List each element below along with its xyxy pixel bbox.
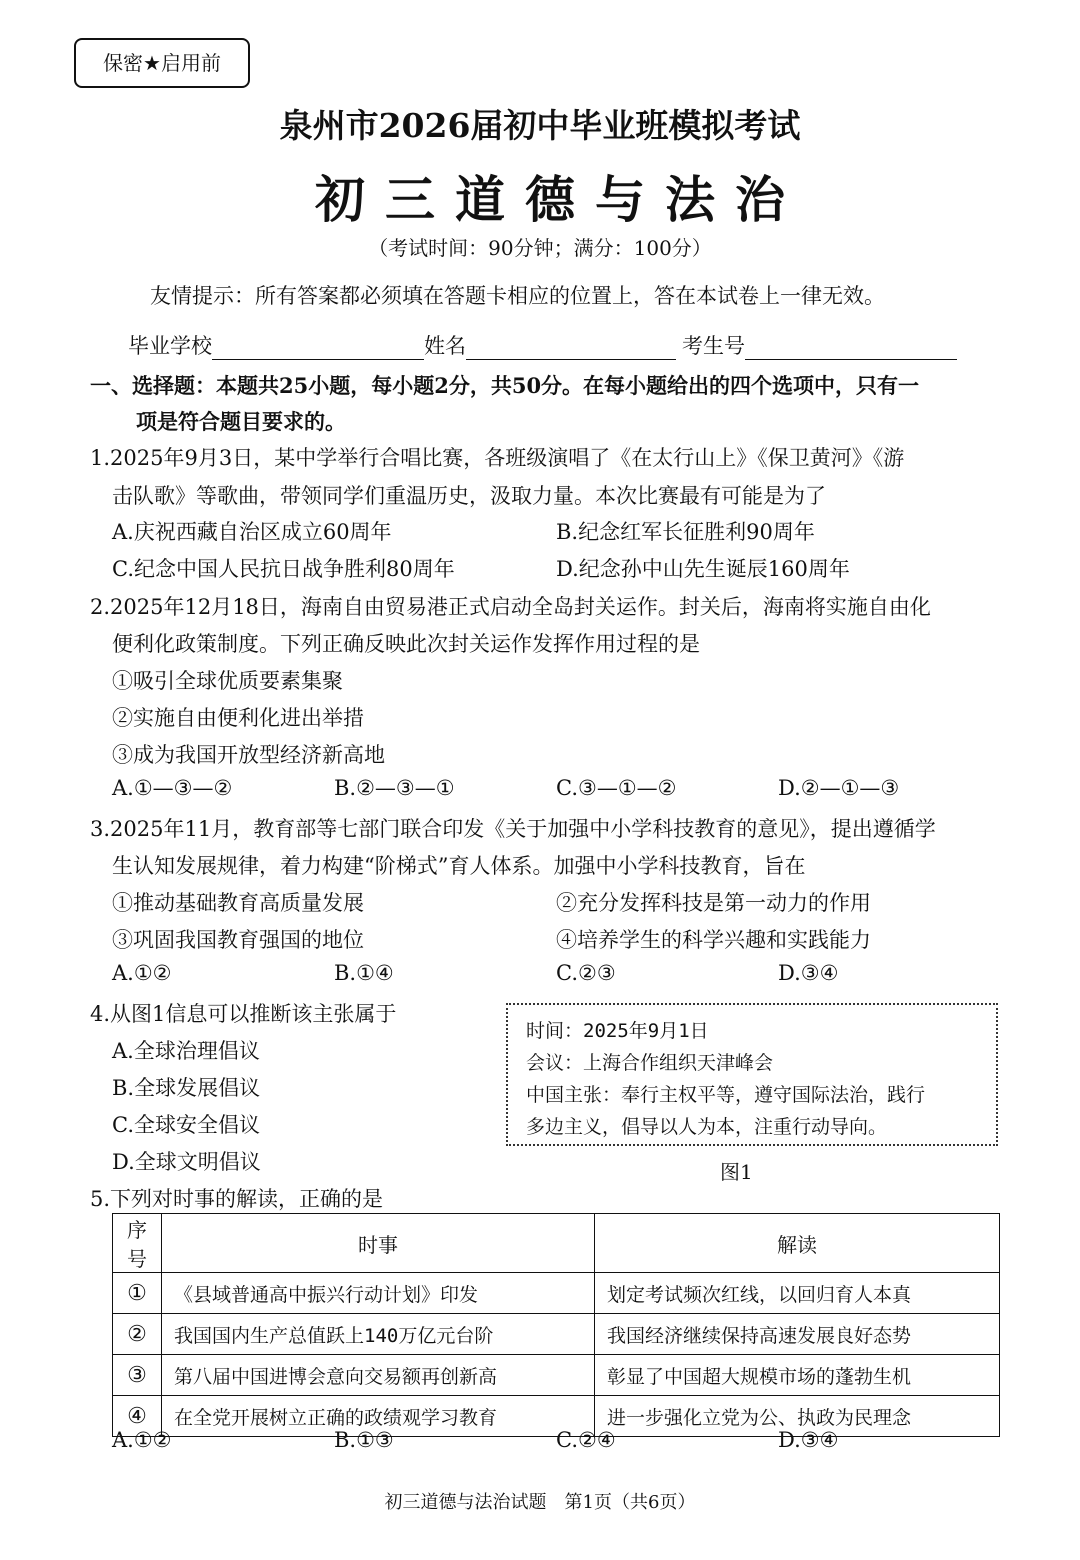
row-index: ②	[113, 1314, 162, 1355]
row-interpretation: 彰显了中国超大规模市场的蓬勃生机	[595, 1355, 1000, 1396]
q1-option-d[interactable]: D.纪念孙中山先生诞辰160周年	[556, 557, 850, 581]
q3-option-a[interactable]: A.①②	[112, 961, 172, 985]
table-row	[113, 1273, 1000, 1314]
confidential-stamp: 保密★启用前	[74, 38, 250, 88]
q4-stem: 4.从图1信息可以推断该主张属于	[90, 1002, 397, 1026]
q3-option-d[interactable]: D.③④	[778, 961, 839, 985]
q3-option-c[interactable]: C.②③	[556, 961, 616, 985]
q1-option-a[interactable]: A.庆祝西藏自治区成立60周年	[112, 520, 392, 544]
q3-item-4: ④培养学生的科学兴趣和实践能力	[556, 928, 871, 952]
q2-option-c[interactable]: C.③—①—②	[556, 776, 677, 800]
row-event: 我国国内生产总值跃上140万亿元台阶	[162, 1314, 595, 1355]
figure-1-caption: 图1	[720, 1160, 753, 1184]
section-heading-line1: 一、选择题：本题共25小题，每小题2分，共50分。在每小题给出的四个选项中，只有一	[90, 373, 920, 398]
name-label: 姓名	[424, 334, 466, 358]
exam-no-field[interactable]	[745, 335, 957, 360]
row-event: 在全党开展树立正确的政绩观学习教育	[162, 1396, 595, 1437]
figure-1-line-3: 中国主张：奉行主权平等，遵守国际法治，践行	[526, 1084, 926, 1106]
header-event: 时事	[162, 1214, 595, 1273]
q3-item-2: ②充分发挥科技是第一动力的作用	[556, 891, 871, 915]
q4-option-a[interactable]: A.全球治理倡议	[112, 1039, 260, 1063]
exam-info: （考试时间：90分钟；满分：100分）	[368, 236, 712, 260]
name-field[interactable]	[466, 335, 676, 360]
school-field[interactable]	[212, 335, 424, 360]
q5-option-c[interactable]: C.②④	[556, 1428, 616, 1452]
row-interpretation: 划定考试频次红线，以回归育人本真	[595, 1273, 1000, 1314]
q2-option-a[interactable]: A.①—③—②	[112, 776, 233, 800]
student-fields	[128, 330, 957, 360]
q5-option-a[interactable]: A.①②	[112, 1428, 172, 1452]
row-index: ③	[113, 1355, 162, 1396]
school-label: 毕业学校	[128, 334, 212, 358]
q1-option-b[interactable]: B.纪念红军长征胜利90周年	[556, 520, 815, 544]
exam-no-label: 考生号	[682, 334, 745, 358]
row-event: 《县域普通高中振兴行动计划》印发	[162, 1273, 595, 1314]
q1-stem-line2: 击队歌》等歌曲，带领同学们重温历史，汲取力量。本次比赛最有可能是为了	[112, 484, 826, 508]
figure-1-box	[506, 1003, 998, 1146]
q2-item-2: ②实施自由便利化进出举措	[112, 706, 364, 730]
q4-option-d[interactable]: D.全球文明倡议	[112, 1150, 261, 1174]
q5-stem: 5.下列对时事的解读，正确的是	[90, 1187, 384, 1211]
q1-option-c[interactable]: C.纪念中国人民抗日战争胜利80周年	[112, 557, 455, 581]
reminder: 友情提示：所有答案都必须填在答题卡相应的位置上，答在本试卷上一律无效。	[150, 284, 885, 308]
section-heading-line2: 项是符合题目要求的。	[136, 409, 346, 434]
q3-item-3: ③巩固我国教育强国的地位	[112, 928, 364, 952]
q4-option-b[interactable]: B.全球发展倡议	[112, 1076, 261, 1100]
q5-option-b[interactable]: B.①③	[334, 1428, 394, 1452]
header-index: 序号	[113, 1214, 162, 1273]
row-index: ①	[113, 1273, 162, 1314]
q1-stem-line1: 1.2025年9月3日，某中学举行合唱比赛，各班级演唱了《在太行山上》《保卫黄河》《游	[90, 446, 905, 470]
row-interpretation: 进一步强化立党为公、执政为民理念	[595, 1396, 1000, 1437]
table-row	[113, 1314, 1000, 1355]
table-row	[113, 1355, 1000, 1396]
q2-option-d[interactable]: D.②—①—③	[778, 776, 900, 800]
q2-stem-line1: 2.2025年12月18日，海南自由贸易港正式启动全岛封关运作。封关后，海南将实施自由化	[90, 595, 931, 619]
q4-option-c[interactable]: C.全球安全倡议	[112, 1113, 260, 1137]
q3-stem-line2: 生认知发展规律，着力构建“阶梯式”育人体系。加强中小学科技教育，旨在	[112, 854, 806, 878]
q2-option-b[interactable]: B.②—③—①	[334, 776, 455, 800]
q2-item-3: ③成为我国开放型经济新高地	[112, 743, 385, 767]
q3-option-b[interactable]: B.①④	[334, 961, 394, 985]
figure-1-line-1: 时间：2025年9月1日	[526, 1020, 709, 1042]
q5-table	[112, 1213, 1000, 1437]
q5-option-d[interactable]: D.③④	[778, 1428, 839, 1452]
row-interpretation: 我国经济继续保持高速发展良好态势	[595, 1314, 1000, 1355]
q2-item-1: ①吸引全球优质要素集聚	[112, 669, 343, 693]
row-index: ④	[113, 1396, 162, 1437]
q5-table-header	[113, 1214, 1000, 1273]
q3-item-1: ①推动基础教育高质量发展	[112, 891, 364, 915]
subject-title: 初三道德与法治	[315, 171, 805, 229]
q2-stem-line2: 便利化政策制度。下列正确反映此次封关运作发挥作用过程的是	[112, 632, 700, 656]
row-event: 第八届中国进博会意向交易额再创新高	[162, 1355, 595, 1396]
header-interpretation: 解读	[595, 1214, 1000, 1273]
figure-1-line-4: 多边主义，倡导以人为本，注重行动导向。	[526, 1116, 888, 1138]
q3-stem-line1: 3.2025年11月，教育部等七部门联合印发《关于加强中小学科技教育的意见》，提出遵循学	[90, 817, 936, 841]
figure-1-line-2: 会议：上海合作组织天津峰会	[526, 1052, 774, 1074]
page-footer: 初三道德与法治试题 第1页（共6页）	[384, 1492, 696, 1513]
exam-title: 泉州市2026届初中毕业班模拟考试	[279, 106, 801, 145]
